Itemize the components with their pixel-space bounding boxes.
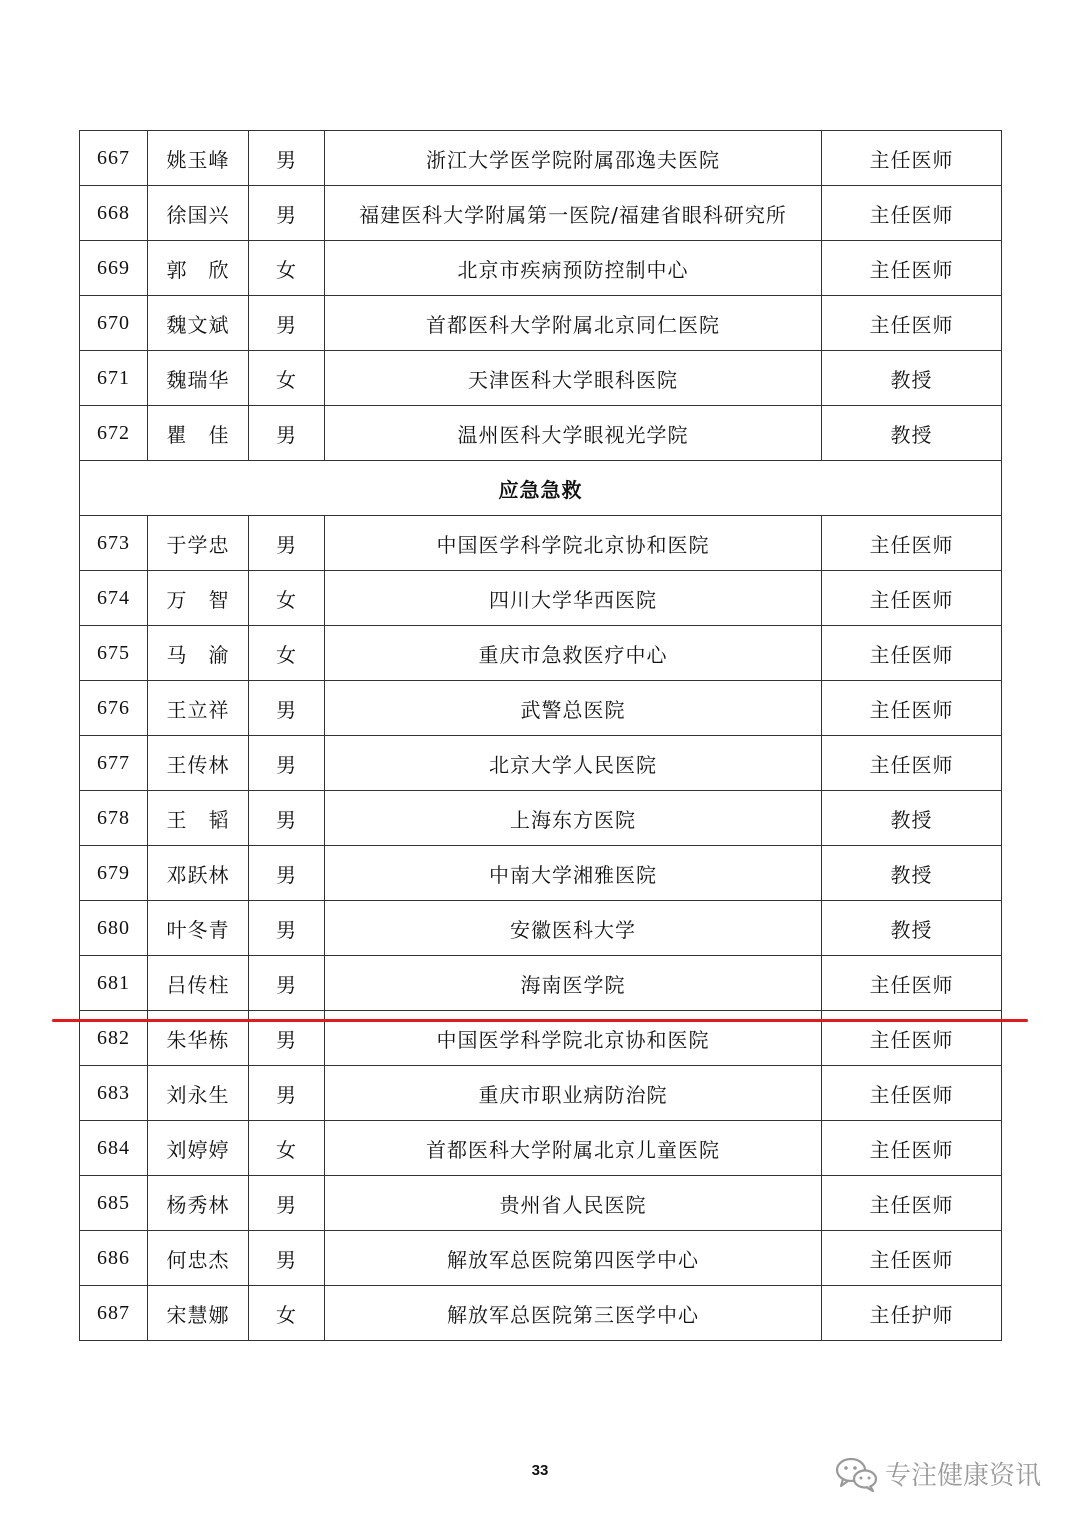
job-title-cell: 主任医师: [822, 956, 1002, 1011]
table-row: [80, 571, 1002, 626]
person-name: 朱华栋: [148, 1011, 249, 1066]
table-row: [80, 736, 1002, 791]
table-row: [80, 846, 1002, 901]
person-name: 刘婷婷: [148, 1121, 249, 1176]
person-name: 徐国兴: [148, 186, 249, 241]
organization-cell: 上海东方医院: [325, 791, 822, 846]
table-row: [80, 296, 1002, 351]
section-row: [80, 461, 1002, 516]
gender-cell: 男: [249, 131, 325, 186]
person-name: 王传林: [148, 736, 249, 791]
row-number: 667: [80, 131, 148, 186]
person-name: 宋慧娜: [148, 1286, 249, 1341]
table-row: [80, 406, 1002, 461]
expert-roster-table: [79, 130, 1002, 1341]
row-number: 676: [80, 681, 148, 736]
organization-cell: 安徽医科大学: [325, 901, 822, 956]
row-number: 679: [80, 846, 148, 901]
table-row: [80, 351, 1002, 406]
watermark: [835, 1455, 1041, 1492]
table-row: [80, 626, 1002, 681]
row-number: 673: [80, 516, 148, 571]
job-title-cell: 教授: [822, 406, 1002, 461]
organization-cell: 解放军总医院第三医学中心: [325, 1286, 822, 1341]
table-row: [80, 1231, 1002, 1286]
organization-cell: 四川大学华西医院: [325, 571, 822, 626]
job-title-cell: 教授: [822, 791, 1002, 846]
organization-cell: 中国医学科学院北京协和医院: [325, 1011, 822, 1066]
gender-cell: 男: [249, 406, 325, 461]
row-number: 681: [80, 956, 148, 1011]
row-number: 670: [80, 296, 148, 351]
job-title-cell: 教授: [822, 901, 1002, 956]
organization-cell: 福建医科大学附属第一医院/福建省眼科研究所: [325, 186, 822, 241]
person-name: 邓跃林: [148, 846, 249, 901]
gender-cell: 女: [249, 1286, 325, 1341]
job-title-cell: 主任医师: [822, 1176, 1002, 1231]
gender-cell: 男: [249, 1231, 325, 1286]
table-row: [80, 1121, 1002, 1176]
gender-cell: 男: [249, 186, 325, 241]
table-row: [80, 1286, 1002, 1341]
job-title-cell: 主任医师: [822, 131, 1002, 186]
person-name: 叶冬青: [148, 901, 249, 956]
table-row: [80, 681, 1002, 736]
organization-cell: 首都医科大学附属北京同仁医院: [325, 296, 822, 351]
person-name: 马 渝: [148, 626, 249, 681]
row-number: 675: [80, 626, 148, 681]
job-title-cell: 主任医师: [822, 1121, 1002, 1176]
organization-cell: 贵州省人民医院: [325, 1176, 822, 1231]
table-row: [80, 1176, 1002, 1231]
gender-cell: 女: [249, 1121, 325, 1176]
table-row: [80, 1066, 1002, 1121]
gender-cell: 男: [249, 1066, 325, 1121]
organization-cell: 解放军总医院第四医学中心: [325, 1231, 822, 1286]
organization-cell: 中南大学湘雅医院: [325, 846, 822, 901]
job-title-cell: 教授: [822, 351, 1002, 406]
organization-cell: 中国医学科学院北京协和医院: [325, 516, 822, 571]
roster-body: [80, 131, 1002, 1341]
organization-cell: 天津医科大学眼科医院: [325, 351, 822, 406]
organization-cell: 武警总医院: [325, 681, 822, 736]
gender-cell: 女: [249, 351, 325, 406]
organization-cell: 北京市疾病预防控制中心: [325, 241, 822, 296]
person-name: 于学忠: [148, 516, 249, 571]
job-title-cell: 教授: [822, 846, 1002, 901]
row-number: 680: [80, 901, 148, 956]
person-name: 何忠杰: [148, 1231, 249, 1286]
gender-cell: 女: [249, 241, 325, 296]
person-name: 万 智: [148, 571, 249, 626]
organization-cell: 海南医学院: [325, 956, 822, 1011]
person-name: 杨秀林: [148, 1176, 249, 1231]
page-number: 33: [531, 1462, 549, 1479]
wechat-icon: [835, 1456, 879, 1492]
gender-cell: 男: [249, 681, 325, 736]
job-title-cell: 主任医师: [822, 296, 1002, 351]
row-number: 684: [80, 1121, 148, 1176]
organization-cell: 北京大学人民医院: [325, 736, 822, 791]
job-title-cell: 主任医师: [822, 241, 1002, 296]
gender-cell: 男: [249, 791, 325, 846]
gender-cell: 男: [249, 736, 325, 791]
gender-cell: 男: [249, 516, 325, 571]
red-annotation-line: [52, 1019, 1028, 1022]
row-number: 686: [80, 1231, 148, 1286]
organization-cell: 重庆市急救医疗中心: [325, 626, 822, 681]
table-row: [80, 901, 1002, 956]
table-row: [80, 241, 1002, 296]
job-title-cell: 主任医师: [822, 736, 1002, 791]
job-title-cell: 主任医师: [822, 626, 1002, 681]
person-name: 姚玉峰: [148, 131, 249, 186]
person-name: 魏文斌: [148, 296, 249, 351]
table-row: [80, 186, 1002, 241]
row-number: 682: [80, 1011, 148, 1066]
job-title-cell: 主任医师: [822, 1231, 1002, 1286]
row-number: 678: [80, 791, 148, 846]
person-name: 刘永生: [148, 1066, 249, 1121]
person-name: 郭 欣: [148, 241, 249, 296]
row-number: 674: [80, 571, 148, 626]
person-name: 王 韬: [148, 791, 249, 846]
person-name: 魏瑞华: [148, 351, 249, 406]
organization-cell: 首都医科大学附属北京儿童医院: [325, 1121, 822, 1176]
row-number: 668: [80, 186, 148, 241]
watermark-text: 专注健康资讯: [885, 1461, 1042, 1491]
job-title-cell: 主任护师: [822, 1286, 1002, 1341]
gender-cell: 男: [249, 846, 325, 901]
gender-cell: 女: [249, 626, 325, 681]
person-name: 吕传柱: [148, 956, 249, 1011]
job-title-cell: 主任医师: [822, 681, 1002, 736]
section-header: 应急急救: [80, 461, 1002, 516]
job-title-cell: 主任医师: [822, 1066, 1002, 1121]
table-row: [80, 956, 1002, 1011]
gender-cell: 男: [249, 956, 325, 1011]
table-row: [80, 791, 1002, 846]
job-title-cell: 主任医师: [822, 186, 1002, 241]
row-number: 677: [80, 736, 148, 791]
gender-cell: 女: [249, 571, 325, 626]
row-number: 669: [80, 241, 148, 296]
row-number: 671: [80, 351, 148, 406]
person-name: 瞿 佳: [148, 406, 249, 461]
table-row: [80, 516, 1002, 571]
person-name: 王立祥: [148, 681, 249, 736]
table-row: [80, 131, 1002, 186]
row-number: 683: [80, 1066, 148, 1121]
row-number: 687: [80, 1286, 148, 1341]
organization-cell: 重庆市职业病防治院: [325, 1066, 822, 1121]
gender-cell: 男: [249, 1176, 325, 1231]
gender-cell: 男: [249, 296, 325, 351]
gender-cell: 男: [249, 1011, 325, 1066]
job-title-cell: 主任医师: [822, 516, 1002, 571]
organization-cell: 温州医科大学眼视光学院: [325, 406, 822, 461]
job-title-cell: 主任医师: [822, 571, 1002, 626]
gender-cell: 男: [249, 901, 325, 956]
row-number: 672: [80, 406, 148, 461]
row-number: 685: [80, 1176, 148, 1231]
organization-cell: 浙江大学医学院附属邵逸夫医院: [325, 131, 822, 186]
job-title-cell: 主任医师: [822, 1011, 1002, 1066]
